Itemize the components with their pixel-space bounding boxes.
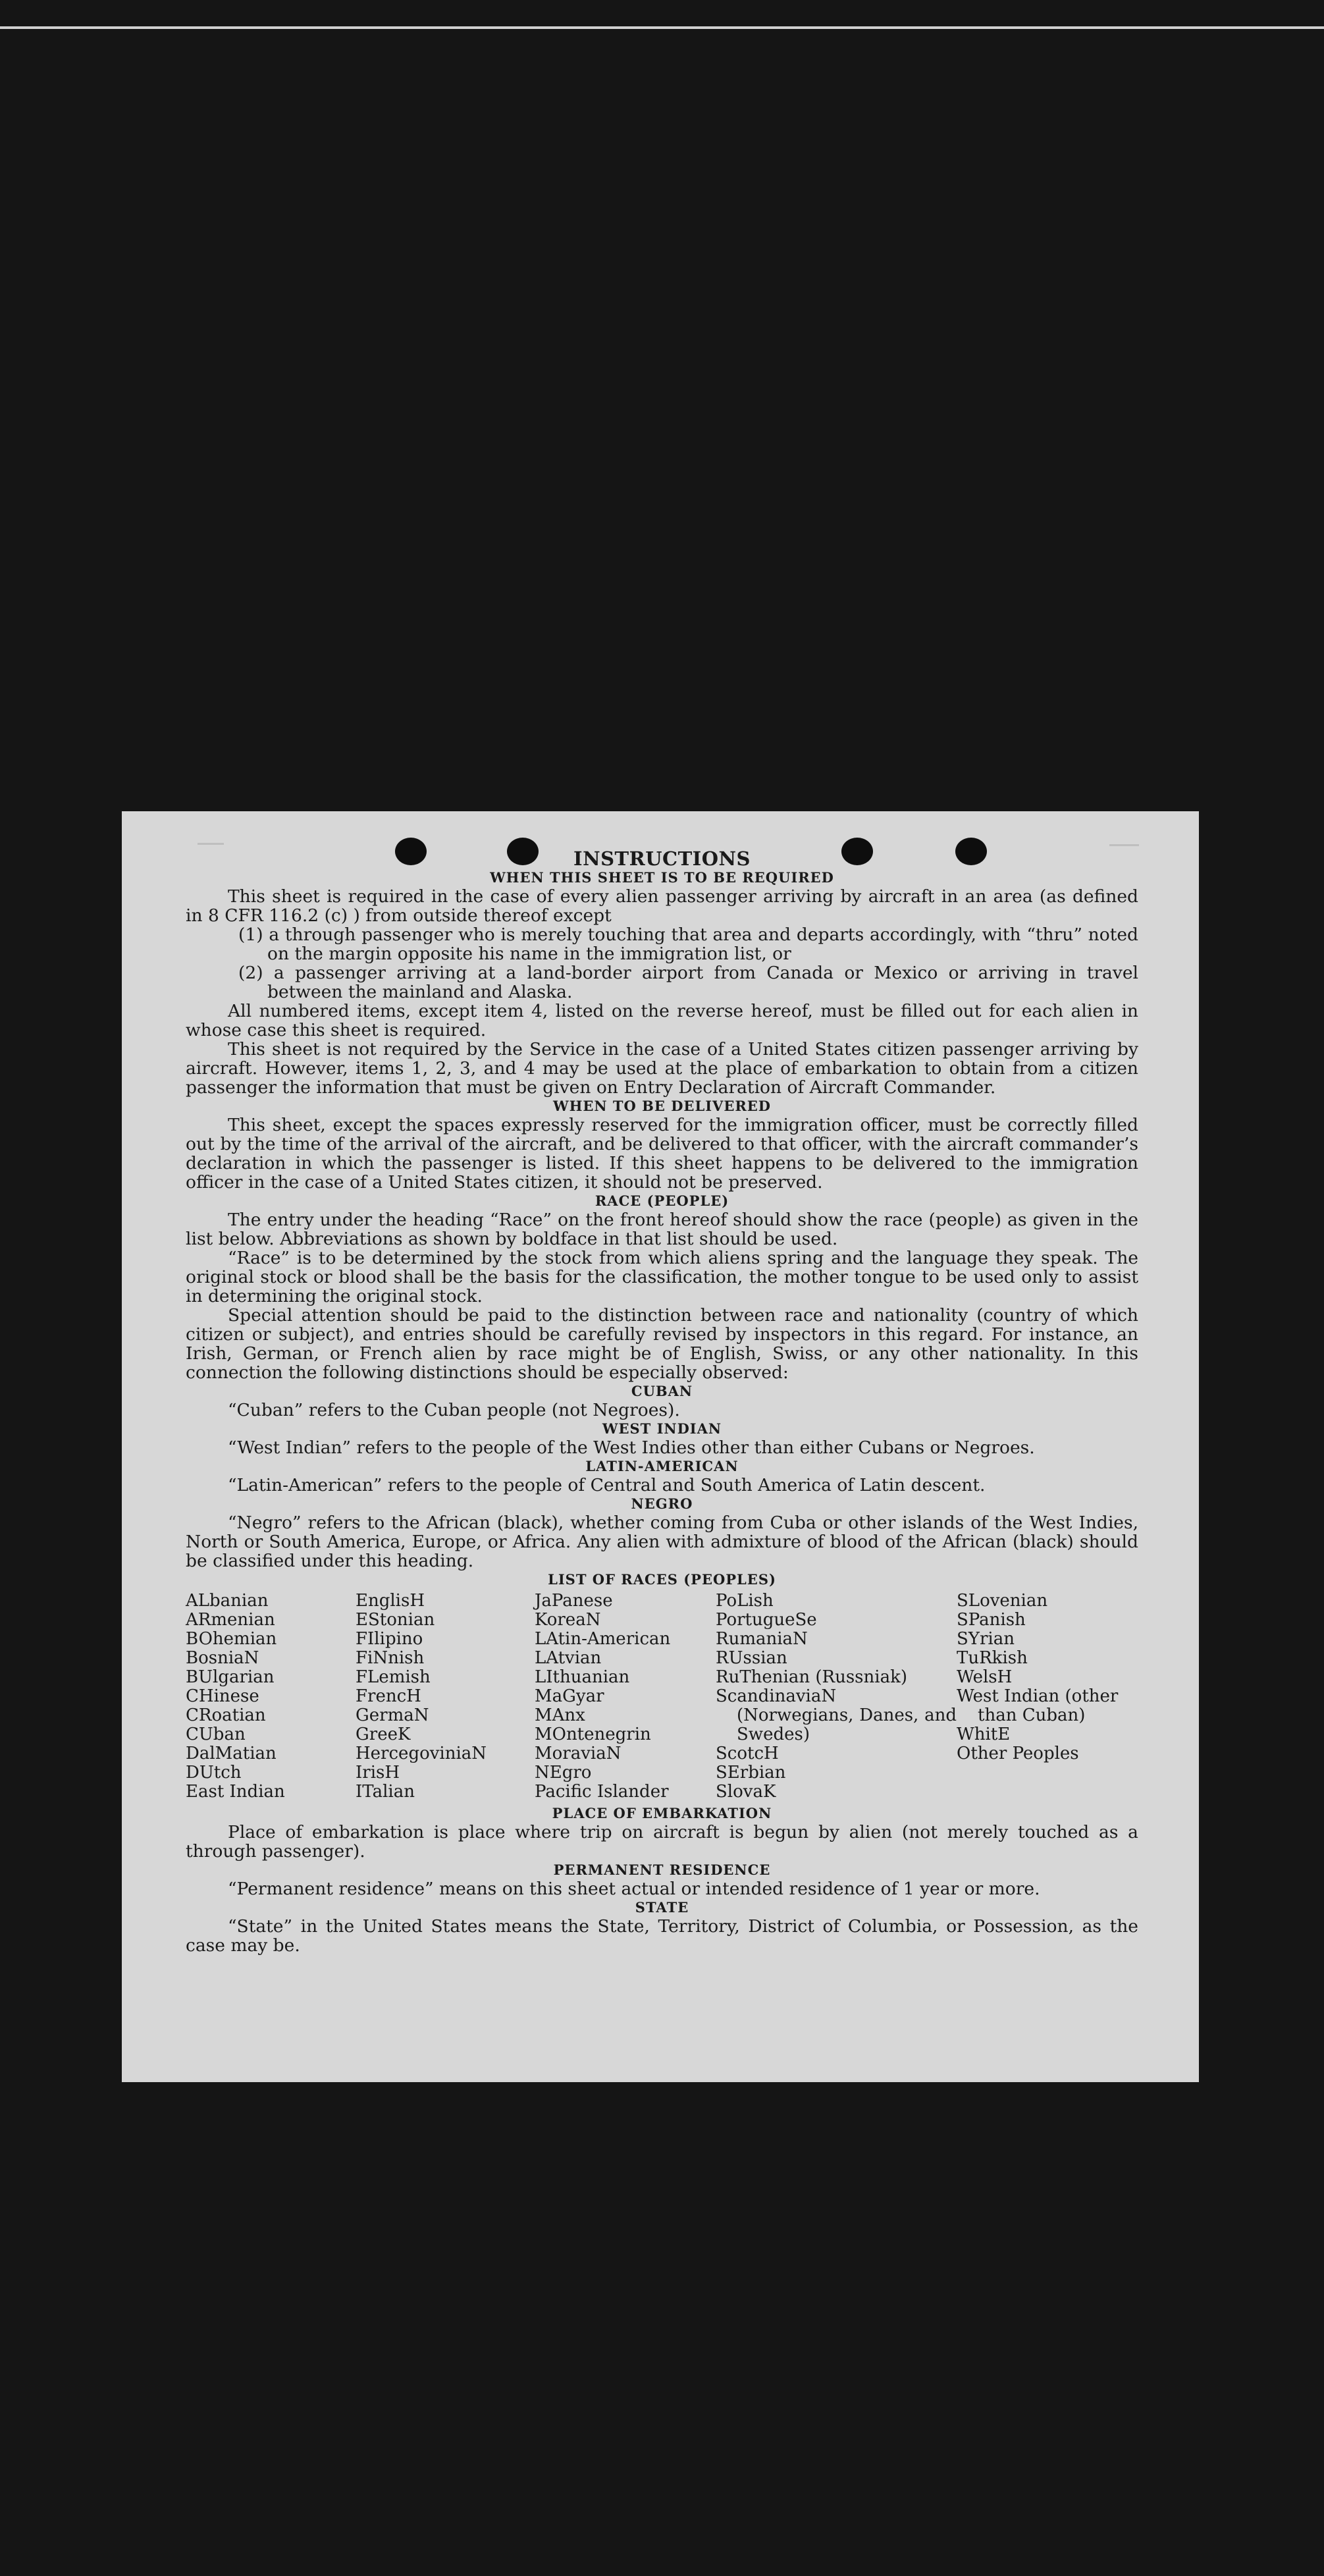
race-item: FLemish <box>356 1667 431 1687</box>
race-item: LIthuanian <box>535 1667 630 1687</box>
race-item: SlovaK <box>716 1782 776 1802</box>
race-item: BUlgarian <box>186 1667 275 1687</box>
paragraph: “Latin-American” refers to the people of Central and South America of Latin descent. <box>228 1475 986 1495</box>
paragraph: Place of embarkation is place where trip on aircraft is begun by alien (not merely touched as a through passenger). <box>186 1822 1138 1862</box>
top-edge-line <box>0 26 1324 29</box>
section-heading: LIST OF RACES (PEOPLES) <box>548 1571 776 1588</box>
paragraph: The entry under the heading “Race” on the front hereof should show the race (people) as given in the list below. Abbreviations as shown by boldface in that list should be used. <box>186 1210 1138 1249</box>
race-item: PortugueSe <box>716 1610 817 1630</box>
race-item: GermaN <box>356 1705 429 1725</box>
paragraph: This sheet, except the spaces expressly reserved for the immigration officer, must be correctly filled out by the time of the arrival of the aircraft, and be delivered to that officer, with the aircraft commander’s declaration in which the passenger is listed. If this sheet happens to be delivered to the immigration officer in the case of a United States citizen, it should not be preserved. <box>186 1115 1138 1193</box>
instruction-sheet <box>122 811 1199 2082</box>
race-item: RUssian <box>716 1648 787 1668</box>
section-heading: RACE (PEOPLE) <box>595 1193 729 1209</box>
race-item: EnglisH <box>356 1591 425 1611</box>
race-list <box>186 1592 1138 1802</box>
race-item: MOntenegrin <box>535 1725 651 1744</box>
paragraph: “West Indian” refers to the people of the West Indies other than either Cubans or Negroes. <box>228 1437 1035 1458</box>
race-item: CRoatian <box>186 1705 266 1725</box>
paragraph: “Permanent residence” means on this sheet actual or intended residence of 1 year or more. <box>228 1879 1040 1899</box>
section-heading: NEGRO <box>631 1495 693 1512</box>
race-item: NEgro <box>535 1763 592 1783</box>
section-heading: WHEN THIS SHEET IS TO BE REQUIRED <box>490 869 834 886</box>
race-item: CHinese <box>186 1686 259 1706</box>
race-item: ITalian <box>356 1782 415 1802</box>
section-heading: LATIN-AMERICAN <box>585 1458 739 1474</box>
scan-mark <box>198 843 224 845</box>
race-item: DUtch <box>186 1763 242 1783</box>
race-column <box>186 1592 356 1802</box>
section-heading: PERMANENT RESIDENCE <box>553 1862 771 1878</box>
race-item: Other Peoples <box>957 1744 1079 1763</box>
exception-item: (1) a through passenger who is merely touching that area and departs accordingly, with “thru” noted on the margin opposite his name in the immigration list, or <box>238 925 1138 964</box>
race-item: East Indian <box>186 1782 285 1802</box>
paragraph: “Negro” refers to the African (black), whether coming from Cuba or other islands of the West Indies, North or South America, Europe, or Africa. Any alien with admixture of blood of the African (black) should be classified under this heading. <box>186 1513 1138 1571</box>
race-item: DalMatian <box>186 1744 277 1763</box>
race-item: SPanish <box>957 1610 1026 1630</box>
page-title: INSTRUCTIONS <box>573 847 751 870</box>
race-item: MAnx <box>535 1705 585 1725</box>
race-item: ARmenian <box>186 1610 275 1630</box>
punch-hole <box>841 838 873 865</box>
race-item: BOhemian <box>186 1629 277 1649</box>
race-item: RuThenian (Russniak) <box>716 1667 907 1687</box>
race-item: ALbanian <box>186 1591 269 1611</box>
punch-hole <box>395 838 427 865</box>
race-item: FIlipino <box>356 1629 423 1649</box>
race-column <box>535 1592 716 1802</box>
race-column <box>356 1592 535 1802</box>
paragraph: Special attention should be paid to the distinction between race and nationality (country of which citizen or subject), and entries should be carefully revised by inspectors in this regard. For instance, an Irish, German, or French alien by race might be of English, Swiss, or any other nationality. In this connection the following distinctions should be especially observed: <box>186 1305 1138 1383</box>
race-item: West Indian (other than Cuban) <box>957 1686 1119 1725</box>
race-item: IrisH <box>356 1763 400 1783</box>
punch-hole <box>507 838 539 865</box>
race-item: Pacific Islander <box>535 1782 669 1802</box>
race-item: FrencH <box>356 1686 421 1706</box>
race-item: EStonian <box>356 1610 435 1630</box>
paragraph: This sheet is not required by the Service in the case of a United States citizen passenger arriving by aircraft. However, items 1, 2, 3, and 4 may be used at the place of embarkation to obtain from a citizen passenger the information that must be given on Entry Declaration of Aircraft Commander. <box>186 1039 1138 1098</box>
paragraph: “Cuban” refers to the Cuban people (not Negroes). <box>228 1400 680 1420</box>
race-item: WelsH <box>957 1667 1013 1687</box>
race-column <box>716 1592 957 1802</box>
race-item: LAtin-American <box>535 1629 671 1649</box>
race-item: TuRkish <box>957 1648 1028 1668</box>
race-item: JaPanese <box>535 1591 613 1611</box>
race-item: LAtvian <box>535 1648 602 1668</box>
section-heading: STATE <box>635 1899 689 1916</box>
paragraph: “State” in the United States means the State, Territory, District of Columbia, or Possession, as the case may be. <box>186 1916 1138 1956</box>
section-heading: WEST INDIAN <box>602 1420 722 1437</box>
punch-hole <box>955 838 987 865</box>
race-item: MaGyar <box>535 1686 604 1706</box>
race-item: CUban <box>186 1725 246 1744</box>
race-item: SErbian <box>716 1763 786 1783</box>
race-item: SLovenian <box>957 1591 1048 1611</box>
race-item: KoreaN <box>535 1610 601 1630</box>
scan-mark <box>1109 844 1139 846</box>
paragraph: All numbered items, except item 4, listed on the reverse hereof, must be filled out for each alien in whose case this sheet is required. <box>186 1001 1138 1040</box>
race-item: PoLish <box>716 1591 774 1611</box>
paragraph: This sheet is required in the case of every alien passenger arriving by aircraft in an area (as defined in 8 CFR 116.2 (c) ) from outside thereof except <box>186 886 1138 926</box>
race-item: ScotcH <box>716 1744 779 1763</box>
section-heading: WHEN TO BE DELIVERED <box>552 1098 771 1114</box>
race-item: SYrian <box>957 1629 1015 1649</box>
race-item: WhitE <box>957 1725 1011 1744</box>
section-heading: PLACE OF EMBARKATION <box>552 1805 772 1821</box>
section-heading: CUBAN <box>631 1383 693 1399</box>
race-item: MoraviaN <box>535 1744 622 1763</box>
paragraph: “Race” is to be determined by the stock from which aliens spring and the language they speak. The original stock or blood shall be the basis for the classification, the mother tongue to be used only to assist in determining the original stock. <box>186 1248 1138 1306</box>
race-column <box>957 1592 1144 1802</box>
race-item: FiNnish <box>356 1648 425 1668</box>
race-item: BosniaN <box>186 1648 259 1668</box>
race-item: HercegoviniaN <box>356 1744 487 1763</box>
race-item: ScandinaviaN (Norwegians, Danes, and Swedes) <box>716 1686 957 1744</box>
exception-item: (2) a passenger arriving at a land-border airport from Canada or Mexico or arriving in travel between the mainland and Alaska. <box>238 963 1138 1002</box>
race-item: RumaniaN <box>716 1629 808 1649</box>
race-item: GreeK <box>356 1725 411 1744</box>
